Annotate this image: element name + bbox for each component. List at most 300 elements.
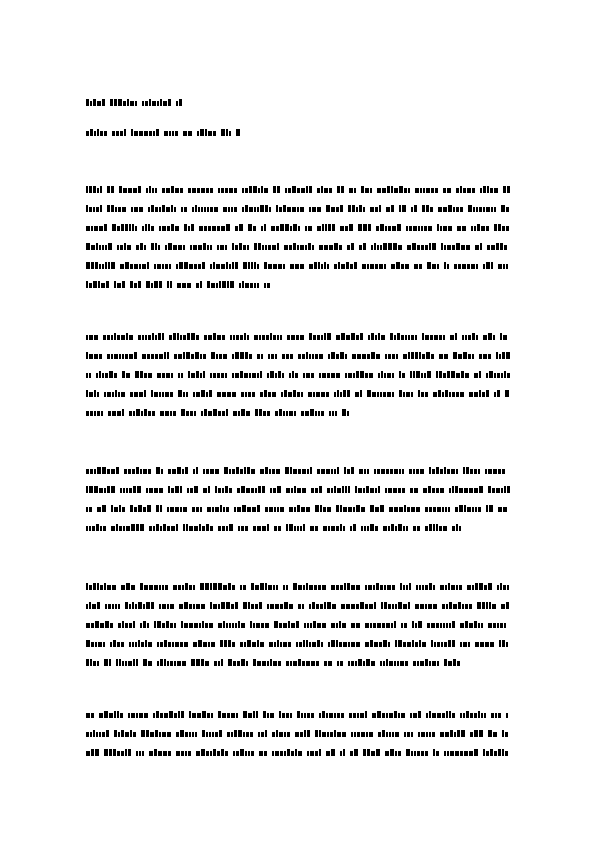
glyph-mark	[86, 205, 88, 212]
glyph-mark	[185, 467, 188, 474]
glyph-mark	[413, 661, 416, 666]
glyph-mark	[321, 392, 325, 397]
glyph-mark	[463, 642, 467, 647]
glyph-mark	[142, 335, 144, 340]
glyph-mark	[99, 354, 102, 359]
glyph-mark	[472, 188, 475, 193]
glyph-mark	[191, 354, 194, 359]
glyph-mark	[393, 488, 397, 493]
glyph-mark	[146, 602, 150, 609]
glyph-mark	[204, 226, 207, 231]
text-line	[86, 224, 510, 232]
glyph-mark	[213, 262, 215, 269]
glyph-mark	[456, 373, 460, 378]
glyph-mark	[361, 186, 364, 193]
glyph-mark	[411, 507, 415, 512]
glyph-mark	[313, 621, 316, 628]
glyph-mark	[117, 335, 120, 340]
glyph-mark	[213, 131, 216, 136]
glyph-mark	[121, 392, 125, 397]
glyph-mark	[438, 390, 441, 397]
glyph-mark	[176, 751, 180, 756]
glyph-mark	[453, 604, 457, 609]
glyph-mark	[144, 585, 148, 590]
glyph-mark	[356, 505, 360, 512]
glyph-mark	[160, 505, 162, 512]
glyph-mark	[104, 583, 106, 590]
glyph-mark	[93, 207, 95, 212]
glyph-mark	[194, 411, 196, 416]
glyph-mark	[228, 659, 232, 666]
glyph-mark	[210, 751, 212, 756]
glyph-mark	[279, 623, 282, 628]
glyph-mark	[176, 732, 179, 737]
glyph-mark	[427, 371, 431, 378]
glyph-mark	[434, 335, 438, 340]
glyph-mark	[456, 243, 460, 250]
glyph-mark	[440, 732, 444, 737]
glyph-mark	[135, 226, 137, 231]
glyph-mark	[181, 751, 184, 756]
glyph-mark	[432, 243, 436, 250]
glyph-mark	[407, 732, 410, 737]
glyph-mark	[215, 469, 219, 474]
glyph-mark	[488, 583, 492, 590]
glyph-mark	[349, 713, 352, 718]
glyph-mark	[203, 243, 206, 250]
glyph-mark	[162, 604, 166, 609]
glyph-mark	[297, 207, 299, 212]
glyph-mark	[380, 392, 382, 397]
glyph-mark	[334, 243, 338, 250]
glyph-mark	[119, 186, 122, 193]
glyph-mark	[86, 262, 90, 269]
text-glyphs	[86, 602, 510, 610]
glyph-mark	[449, 602, 452, 609]
glyph-mark	[498, 264, 502, 269]
glyph-mark	[181, 621, 183, 628]
glyph-mark	[366, 486, 369, 493]
glyph-mark	[360, 390, 362, 397]
glyph-mark	[140, 243, 143, 250]
glyph-mark	[455, 486, 458, 493]
glyph-mark	[462, 604, 464, 609]
glyph-mark	[401, 713, 405, 718]
glyph-mark	[213, 604, 217, 609]
glyph-mark	[410, 371, 412, 378]
glyph-mark	[265, 205, 268, 212]
text-glyphs	[86, 186, 510, 194]
glyph-mark	[140, 469, 142, 474]
glyph-mark	[144, 131, 148, 136]
glyph-mark	[139, 751, 141, 756]
glyph-mark	[274, 621, 278, 628]
glyph-mark	[348, 642, 350, 647]
glyph-mark	[198, 264, 201, 269]
glyph-mark	[111, 354, 113, 359]
glyph-mark	[315, 505, 319, 512]
glyph-mark	[279, 207, 282, 212]
glyph-mark	[434, 642, 436, 647]
glyph-mark	[151, 226, 154, 231]
glyph-mark	[403, 354, 407, 359]
glyph-mark	[250, 621, 252, 628]
glyph-mark	[257, 354, 260, 359]
glyph-mark	[302, 469, 306, 474]
glyph-mark	[372, 392, 376, 397]
glyph-mark	[456, 469, 458, 474]
glyph-mark	[86, 526, 88, 531]
glyph-mark	[235, 262, 238, 269]
glyph-mark	[262, 486, 265, 493]
glyph-mark	[445, 507, 447, 512]
glyph-mark	[222, 526, 225, 531]
glyph-mark	[293, 224, 297, 231]
glyph-mark	[229, 188, 233, 193]
glyph-mark	[155, 730, 158, 737]
glyph-mark	[377, 188, 381, 193]
glyph-mark	[353, 713, 356, 718]
glyph-mark	[452, 640, 455, 647]
glyph-mark	[394, 621, 396, 628]
glyph-mark	[149, 131, 152, 136]
text-line	[86, 524, 462, 532]
glyph-mark	[310, 623, 312, 628]
glyph-mark	[392, 354, 395, 359]
glyph-mark	[324, 262, 326, 269]
glyph-mark	[355, 661, 357, 666]
glyph-mark	[262, 661, 266, 666]
glyph-mark	[425, 392, 428, 397]
glyph-mark	[410, 488, 413, 493]
glyph-mark	[369, 732, 373, 737]
glyph-mark	[425, 526, 428, 531]
glyph-mark	[191, 333, 195, 340]
glyph-mark	[419, 585, 421, 590]
glyph-mark	[147, 505, 151, 512]
glyph-mark	[86, 469, 89, 474]
glyph-mark	[130, 281, 133, 288]
glyph-mark	[306, 507, 310, 512]
glyph-mark	[474, 749, 478, 756]
glyph-mark	[251, 751, 254, 756]
glyph-mark	[403, 604, 407, 609]
glyph-mark	[118, 207, 121, 212]
glyph-mark	[444, 245, 446, 250]
glyph-mark	[289, 507, 293, 512]
glyph-mark	[312, 602, 315, 609]
glyph-mark	[230, 281, 234, 288]
glyph-mark	[118, 392, 120, 397]
glyph-mark	[498, 713, 501, 718]
glyph-mark	[154, 585, 158, 590]
glyph-mark	[165, 392, 169, 397]
glyph-mark	[249, 354, 252, 359]
glyph-mark	[117, 283, 121, 288]
glyph-mark	[232, 642, 235, 647]
glyph-mark	[342, 623, 346, 628]
glyph-mark	[282, 713, 285, 718]
glyph-mark	[280, 751, 283, 756]
glyph-mark	[183, 335, 186, 340]
glyph-mark	[111, 262, 115, 269]
glyph-mark	[234, 188, 237, 193]
glyph-mark	[207, 281, 210, 288]
glyph-mark	[503, 264, 505, 269]
glyph-mark	[252, 392, 255, 397]
glyph-mark	[201, 659, 204, 666]
glyph-mark	[111, 526, 115, 531]
glyph-mark	[170, 281, 172, 288]
glyph-mark	[370, 640, 373, 647]
glyph-mark	[165, 245, 167, 250]
glyph-mark	[448, 205, 452, 212]
glyph-mark	[210, 373, 212, 378]
glyph-mark	[380, 245, 382, 250]
glyph-mark	[433, 392, 437, 397]
glyph-mark	[268, 585, 272, 590]
glyph-mark	[485, 469, 487, 474]
glyph-mark	[298, 585, 302, 590]
glyph-mark	[498, 749, 501, 756]
glyph-mark	[146, 281, 150, 288]
glyph-mark	[311, 661, 315, 666]
glyph-mark	[300, 207, 304, 212]
glyph-mark	[170, 623, 173, 628]
glyph-mark	[331, 640, 335, 647]
glyph-mark	[107, 354, 110, 359]
glyph-mark	[120, 264, 124, 269]
glyph-mark	[264, 751, 267, 756]
glyph-mark	[276, 469, 280, 474]
glyph-mark	[301, 411, 304, 416]
glyph-mark	[385, 354, 387, 359]
glyph-mark	[89, 335, 93, 340]
glyph-mark	[201, 207, 203, 212]
glyph-mark	[90, 129, 93, 136]
glyph-mark	[227, 732, 230, 737]
glyph-mark	[245, 751, 247, 756]
glyph-mark	[503, 186, 506, 193]
glyph-mark	[293, 583, 297, 590]
glyph-mark	[379, 205, 381, 212]
glyph-mark	[432, 488, 435, 493]
glyph-mark	[200, 373, 202, 378]
glyph-mark	[234, 730, 237, 737]
glyph-mark	[146, 488, 148, 493]
glyph-mark	[218, 411, 221, 416]
glyph-mark	[501, 488, 503, 493]
glyph-mark	[413, 371, 415, 378]
glyph-mark	[381, 371, 383, 378]
glyph-mark	[167, 661, 169, 666]
glyph-mark	[356, 371, 359, 378]
glyph-mark	[366, 659, 370, 666]
glyph-mark	[440, 469, 443, 474]
glyph-mark	[148, 661, 152, 666]
glyph-mark	[197, 188, 200, 193]
glyph-mark	[228, 207, 230, 212]
glyph-mark	[367, 749, 370, 756]
glyph-mark	[297, 188, 300, 193]
glyph-mark	[376, 354, 380, 359]
glyph-mark	[385, 488, 387, 493]
glyph-mark	[429, 583, 432, 590]
glyph-mark	[159, 585, 161, 590]
glyph-mark	[257, 505, 260, 512]
glyph-mark	[331, 488, 333, 493]
glyph-mark	[301, 392, 303, 397]
glyph-mark	[401, 335, 404, 340]
glyph-mark	[136, 524, 139, 531]
glyph-mark	[279, 711, 281, 718]
glyph-mark	[293, 390, 296, 397]
glyph-mark	[217, 373, 220, 378]
glyph-mark	[104, 711, 108, 718]
glyph-mark	[363, 749, 366, 756]
glyph-mark	[340, 505, 342, 512]
glyph-mark	[261, 732, 264, 737]
glyph-mark	[222, 488, 224, 493]
glyph-mark	[407, 642, 411, 647]
glyph-mark	[154, 392, 158, 397]
glyph-mark	[391, 205, 394, 212]
glyph-mark	[246, 661, 248, 666]
glyph-mark	[448, 640, 451, 647]
glyph-mark	[322, 711, 325, 718]
glyph-mark	[484, 585, 487, 590]
glyph-mark	[327, 488, 330, 493]
glyph-mark	[163, 751, 167, 756]
glyph-mark	[286, 411, 288, 416]
glyph-mark	[388, 642, 390, 647]
glyph-mark	[86, 507, 88, 512]
glyph-mark	[176, 101, 178, 106]
glyph-mark	[270, 659, 272, 666]
glyph-mark	[360, 333, 363, 340]
glyph-mark	[422, 585, 424, 590]
glyph-mark	[347, 245, 350, 250]
glyph-mark	[164, 659, 166, 666]
glyph-mark	[324, 333, 326, 340]
glyph-mark	[298, 751, 302, 756]
glyph-mark	[254, 207, 256, 212]
glyph-mark	[319, 245, 323, 250]
glyph-mark	[318, 262, 320, 269]
glyph-mark	[107, 205, 110, 212]
glyph-mark	[149, 751, 153, 756]
text-glyphs	[86, 281, 270, 289]
glyph-mark	[109, 659, 111, 666]
glyph-mark	[451, 585, 455, 590]
text-line	[86, 749, 510, 757]
glyph-mark	[209, 390, 212, 397]
glyph-mark	[306, 352, 308, 359]
glyph-mark	[171, 205, 173, 212]
glyph-mark	[382, 623, 385, 628]
glyph-mark	[273, 488, 276, 493]
glyph-mark	[189, 585, 192, 590]
glyph-mark	[375, 264, 378, 269]
glyph-mark	[202, 262, 205, 269]
glyph-mark	[334, 392, 336, 397]
glyph-mark	[212, 732, 214, 737]
glyph-mark	[247, 467, 250, 474]
glyph-mark	[296, 335, 299, 340]
glyph-mark	[166, 373, 170, 378]
glyph-mark	[399, 186, 403, 193]
glyph-mark	[463, 352, 467, 359]
glyph-mark	[425, 507, 428, 512]
glyph-mark	[148, 411, 151, 416]
glyph-mark	[327, 732, 329, 737]
glyph-mark	[365, 604, 368, 609]
glyph-mark	[381, 335, 385, 340]
glyph-mark	[86, 243, 90, 250]
glyph-mark	[376, 583, 379, 590]
glyph-mark	[388, 604, 391, 609]
glyph-mark	[317, 469, 320, 474]
glyph-mark	[265, 245, 267, 250]
glyph-mark	[188, 751, 191, 756]
glyph-mark	[323, 526, 327, 531]
glyph-mark	[145, 640, 147, 647]
glyph-mark	[91, 749, 94, 756]
glyph-mark	[412, 640, 414, 647]
glyph-mark	[497, 390, 500, 397]
glyph-mark	[133, 621, 135, 628]
glyph-mark	[115, 604, 117, 609]
glyph-mark	[383, 243, 387, 250]
glyph-mark	[97, 188, 99, 193]
glyph-mark	[109, 713, 113, 718]
glyph-mark	[187, 333, 190, 340]
text-glyphs	[86, 467, 510, 475]
glyph-mark	[348, 486, 350, 493]
glyph-mark	[454, 264, 457, 269]
glyph-mark	[276, 226, 279, 231]
glyph-mark	[353, 524, 356, 531]
glyph-mark	[421, 245, 424, 250]
glyph-mark	[271, 226, 275, 231]
glyph-mark	[479, 583, 483, 590]
glyph-mark	[107, 486, 110, 493]
glyph-mark	[437, 507, 441, 512]
glyph-mark	[126, 373, 130, 378]
glyph-mark	[96, 373, 98, 378]
glyph-mark	[129, 623, 132, 628]
glyph-mark	[489, 602, 491, 609]
glyph-mark	[174, 207, 176, 212]
glyph-mark	[129, 411, 132, 416]
glyph-mark	[306, 661, 310, 666]
glyph-mark	[384, 585, 386, 590]
glyph-mark	[261, 623, 264, 628]
glyph-mark	[105, 245, 107, 250]
glyph-mark	[144, 713, 148, 718]
glyph-mark	[413, 526, 416, 531]
glyph-mark	[480, 243, 482, 250]
glyph-mark	[244, 642, 246, 647]
glyph-mark	[93, 281, 97, 288]
glyph-mark	[86, 604, 88, 609]
glyph-mark	[99, 371, 101, 378]
glyph-mark	[379, 264, 383, 269]
glyph-mark	[479, 371, 481, 378]
glyph-mark	[289, 373, 291, 378]
text-glyphs	[86, 129, 243, 137]
text-line	[86, 730, 510, 738]
